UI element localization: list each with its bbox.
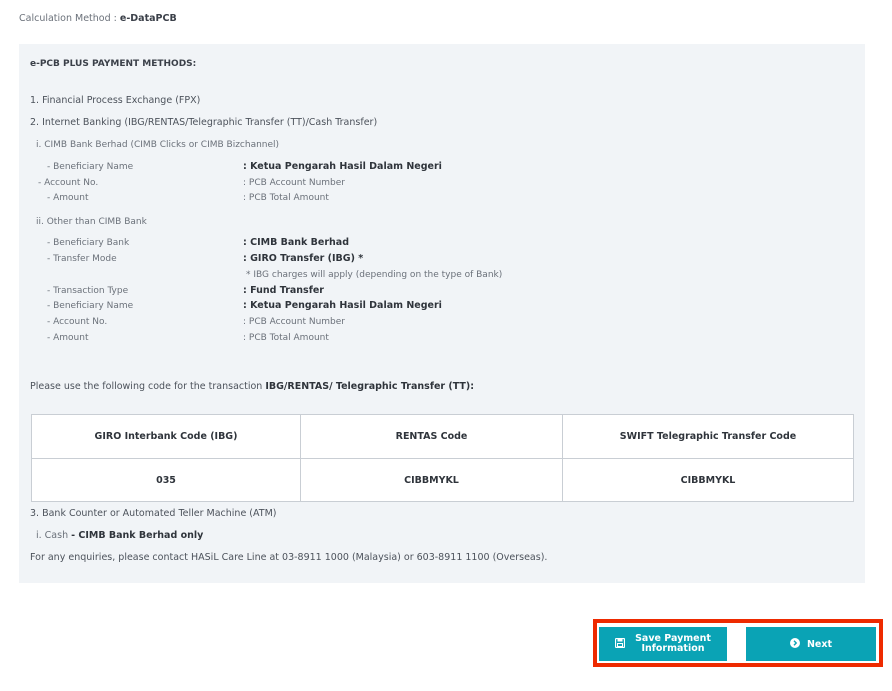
other-type-label: - Transaction Type [47, 286, 129, 296]
other-beneficiary-value: : Ketua Pengarah Hasil Dalam Negeri [243, 300, 442, 311]
save-label-line2: Information [641, 643, 705, 654]
other-bank-label: - Beneficiary Bank [47, 238, 130, 248]
cell-ibg-code: 035 [32, 459, 301, 502]
other-account-value: : PCB Account Number [243, 317, 345, 327]
cimb-account-value: : PCB Account Number [243, 178, 345, 188]
table-row [32, 459, 854, 502]
table-header-row [32, 415, 854, 459]
other-bank-value: : CIMB Bank Berhad [243, 237, 349, 248]
cimb-beneficiary-value: : Ketua Pengarah Hasil Dalam Negeri [243, 161, 442, 172]
other-mode-value: : GIRO Transfer (IBG) * [243, 253, 364, 264]
other-bank-title: ii. Other than CIMB Bank [36, 217, 147, 227]
code-intro [30, 381, 474, 392]
save-icon [615, 638, 625, 651]
code-intro-bold: IBG/RENTAS/ Telegraphic Transfer (TT): [265, 381, 475, 392]
cimb-account-label: - Account No. [38, 178, 99, 188]
code-intro-text: Please use the following code for the transaction [30, 381, 266, 392]
other-type-value: : Fund Transfer [243, 285, 324, 296]
cell-swift-code: CIBBMYKL [563, 459, 854, 502]
cimb-title: i. CIMB Bank Berhad (CIMB Clicks or CIMB Bizchannel) [36, 140, 280, 150]
method-internet-banking: 2. Internet Banking (IBG/RENTAS/Telegraphic Transfer (TT)/Cash Transfer) [30, 117, 378, 128]
method-fpx: 1. Financial Process Exchange (FPX) [30, 95, 201, 106]
calculation-method-value: e-DataPCB [119, 13, 177, 24]
cash-label: i. Cash [36, 530, 72, 541]
enquiry-text: For any enquiries, please contact HASiL Care Line at 03-8911 1000 (Malaysia) or 603-8911 1100 (Overseas). [30, 552, 548, 563]
next-button-label: Next [806, 638, 833, 650]
method-bank-counter: 3. Bank Counter or Automated Teller Machine (ATM) [30, 508, 277, 519]
save-label-line1: Save Payment [635, 633, 711, 644]
cimb-amount-label: - Amount [47, 193, 89, 203]
other-amount-label: - Amount [47, 333, 89, 343]
cash-bold: - CIMB Bank Berhad only [71, 530, 204, 541]
chevron-right-circle-icon [790, 638, 800, 651]
calculation-method [19, 13, 177, 24]
next-button[interactable] [746, 627, 876, 661]
cimb-amount-value: : PCB Total Amount [243, 193, 329, 203]
other-account-label: - Account No. [47, 317, 108, 327]
header-ibg: GIRO Interbank Code (IBG) [32, 415, 301, 459]
header-swift: SWIFT Telegraphic Transfer Code [563, 415, 854, 459]
method-cash [36, 530, 203, 541]
payment-methods-panel [19, 44, 865, 583]
other-mode-label: - Transfer Mode [47, 254, 117, 264]
header-rentas: RENTAS Code [301, 415, 563, 459]
save-payment-information-button[interactable] [599, 627, 727, 661]
calculation-method-label: Calculation Method : [19, 13, 120, 24]
other-beneficiary-label: - Beneficiary Name [47, 301, 134, 311]
cimb-beneficiary-label: - Beneficiary Name [47, 162, 134, 172]
panel-heading: e-PCB PLUS PAYMENT METHODS: [30, 59, 197, 69]
other-amount-value: : PCB Total Amount [243, 333, 329, 343]
cell-rentas-code: CIBBMYKL [301, 459, 563, 502]
transfer-codes-table [31, 414, 854, 502]
ibg-charges-note: * IBG charges will apply (depending on the type of Bank) [246, 270, 503, 280]
save-button-label [635, 634, 711, 654]
